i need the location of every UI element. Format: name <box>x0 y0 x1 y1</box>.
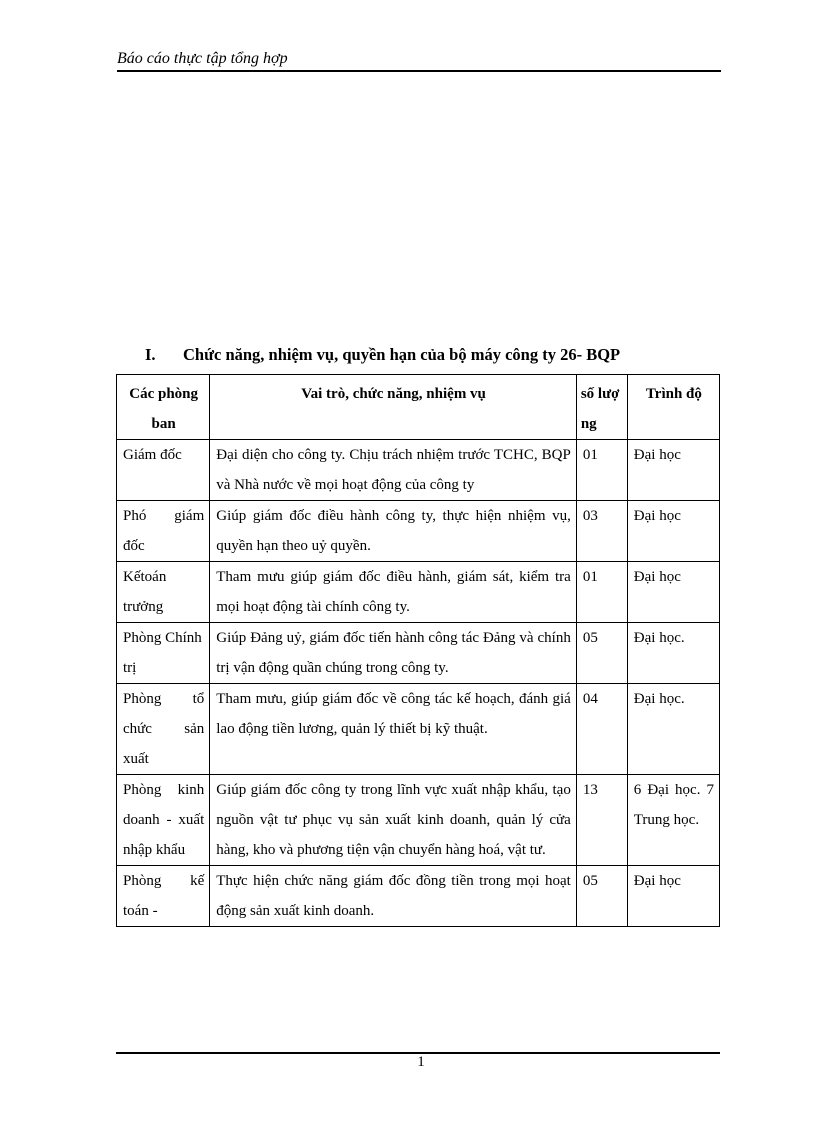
header-title: Báo cáo thực tập tổng hợp <box>117 50 288 67</box>
row-count: 01 <box>576 562 627 623</box>
row-level: Đại học <box>627 562 719 623</box>
section-number: I. <box>145 345 156 364</box>
page-header <box>117 50 721 72</box>
header-count: số lượng <box>576 375 627 440</box>
row-role: Giúp Đảng uỷ, giám đốc tiến hành công tác Đảng và chính trị vận động quần chúng trong công ty. <box>210 623 577 684</box>
row-count: 05 <box>576 623 627 684</box>
row-level: Đại học <box>627 440 719 501</box>
row-role: Tham mưu, giúp giám đốc về công tác kế hoạch, đánh giá lao động tiền lương, quản lý thiết bị kỹ thuật. <box>210 684 577 775</box>
row-department: Phó giám đốc <box>117 501 210 562</box>
row-role: Giúp giám đốc điều hành công ty, thực hiện nhiệm vụ, quyền hạn theo uỷ quyền. <box>210 501 577 562</box>
row-role: Thực hiện chức năng giám đốc đồng tiền trong mọi hoạt động sản xuất kinh doanh. <box>210 866 577 927</box>
row-department: Phòng Chính trị <box>117 623 210 684</box>
section-title: Chức năng, nhiệm vụ, quyền hạn của bộ máy công ty 26- BQP <box>183 345 621 364</box>
table-row <box>117 501 720 562</box>
page-number: 1 <box>417 1054 425 1070</box>
row-role: Giúp giám đốc công ty trong lĩnh vực xuất nhập khẩu, tạo nguồn vật tư phục vụ sản xuất kinh doanh, quản lý cửa hàng, kho và phương tiện vận chuyển hàng hoá, vật tư. <box>210 775 577 866</box>
row-level: Đại học <box>627 501 719 562</box>
section-heading <box>145 345 725 365</box>
row-department: Giám đốc <box>117 440 210 501</box>
header-level: Trình độ <box>627 375 719 440</box>
row-level: 6 Đại học. 7 Trung học. <box>627 775 719 866</box>
table-header-row <box>117 375 720 440</box>
table-row <box>117 562 720 623</box>
table-row <box>117 775 720 866</box>
row-count: 05 <box>576 866 627 927</box>
header-department: Các phòng ban <box>117 375 210 440</box>
row-count: 03 <box>576 501 627 562</box>
table-row <box>117 623 720 684</box>
row-department: Kếtoán trưởng <box>117 562 210 623</box>
row-count: 04 <box>576 684 627 775</box>
header-role: Vai trò, chức năng, nhiệm vụ <box>210 375 577 440</box>
table-row <box>117 866 720 927</box>
row-department: Phòng kinh doanh - xuất nhập khẩu <box>117 775 210 866</box>
row-role: Tham mưu giúp giám đốc điều hành, giám sát, kiểm tra mọi hoạt động tài chính công ty. <box>210 562 577 623</box>
table-row <box>117 440 720 501</box>
table-row <box>117 684 720 775</box>
row-level: Đại học <box>627 866 719 927</box>
row-department: Phòng tổ chức sản xuất <box>117 684 210 775</box>
row-role: Đại diện cho công ty. Chịu trách nhiệm trước TCHC, BQP và Nhà nước về mọi hoạt động của công ty <box>210 440 577 501</box>
row-count: 13 <box>576 775 627 866</box>
row-level: Đại học. <box>627 684 719 775</box>
row-count: 01 <box>576 440 627 501</box>
departments-table <box>116 374 720 927</box>
row-department: Phòng kế toán - <box>117 866 210 927</box>
row-level: Đại học. <box>627 623 719 684</box>
